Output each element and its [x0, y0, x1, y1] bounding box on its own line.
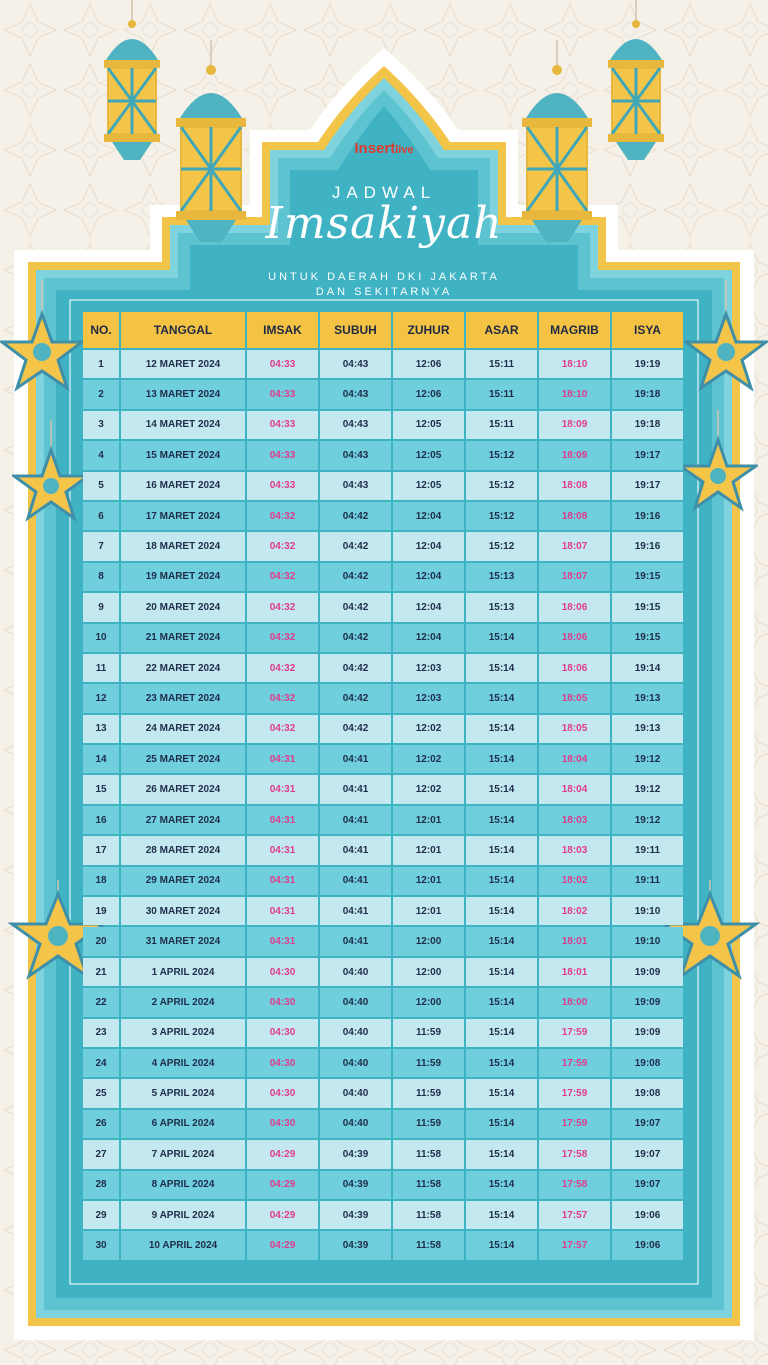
cell-no: 29: [83, 1201, 119, 1229]
cell-magrib: 18:09: [539, 411, 610, 439]
cell-tanggal: 4 APRIL 2024: [121, 1049, 245, 1077]
table-row: [83, 441, 683, 469]
cell-isya: 19:11: [612, 836, 683, 864]
cell-asar: 15:14: [466, 745, 537, 773]
logo-text: Insert: [354, 140, 396, 157]
cell-no: 9: [83, 593, 119, 621]
cell-magrib: 18:05: [539, 715, 610, 743]
cell-subuh: 04:39: [320, 1171, 391, 1199]
table-row: [83, 350, 683, 378]
cell-no: 22: [83, 988, 119, 1016]
cell-subuh: 04:42: [320, 563, 391, 591]
cell-asar: 15:13: [466, 593, 537, 621]
cell-zuhur: 12:01: [393, 836, 464, 864]
cell-magrib: 18:04: [539, 775, 610, 803]
cell-isya: 19:10: [612, 927, 683, 955]
cell-imsak: 04:33: [247, 441, 318, 469]
schedule-table: [81, 310, 685, 1262]
cell-zuhur: 12:06: [393, 350, 464, 378]
cell-asar: 15:14: [466, 775, 537, 803]
cell-tanggal: 2 APRIL 2024: [121, 988, 245, 1016]
cell-isya: 19:12: [612, 806, 683, 834]
table-row: [83, 897, 683, 925]
table-row: [83, 1201, 683, 1229]
cell-subuh: 04:40: [320, 1049, 391, 1077]
cell-zuhur: 12:04: [393, 502, 464, 530]
cell-isya: 19:09: [612, 958, 683, 986]
cell-asar: 15:12: [466, 532, 537, 560]
cell-asar: 15:14: [466, 654, 537, 682]
table-row: [83, 472, 683, 500]
brand-logo: [0, 140, 768, 157]
cell-zuhur: 12:05: [393, 441, 464, 469]
cell-no: 28: [83, 1171, 119, 1199]
page-title: Imsakiyah: [265, 198, 503, 249]
cell-zuhur: 12:01: [393, 897, 464, 925]
cell-subuh: 04:41: [320, 836, 391, 864]
cell-tanggal: 28 MARET 2024: [121, 836, 245, 864]
cell-no: 6: [83, 502, 119, 530]
star-ornament-icon: [12, 420, 90, 530]
cell-magrib: 17:59: [539, 1110, 610, 1138]
header-col-subuh: SUBUH: [320, 312, 391, 348]
star-ornament-icon: [678, 410, 758, 520]
subtitle-line-1: UNTUK DAERAH DKI JAKARTA: [268, 271, 500, 283]
cell-no: 2: [83, 380, 119, 408]
cell-tanggal: 7 APRIL 2024: [121, 1140, 245, 1168]
table-row: [83, 836, 683, 864]
cell-magrib: 18:00: [539, 988, 610, 1016]
cell-imsak: 04:33: [247, 411, 318, 439]
cell-magrib: 17:59: [539, 1079, 610, 1107]
cell-tanggal: 31 MARET 2024: [121, 927, 245, 955]
table-row: [83, 745, 683, 773]
table-row: [83, 958, 683, 986]
cell-magrib: 18:04: [539, 745, 610, 773]
cell-isya: 19:14: [612, 654, 683, 682]
header-col-magrib: MAGRIB: [539, 312, 610, 348]
cell-zuhur: 11:58: [393, 1231, 464, 1259]
table-row: [83, 1049, 683, 1077]
cell-no: 25: [83, 1079, 119, 1107]
cell-no: 18: [83, 867, 119, 895]
cell-asar: 15:14: [466, 624, 537, 652]
cell-zuhur: 12:02: [393, 745, 464, 773]
cell-asar: 15:14: [466, 897, 537, 925]
cell-isya: 19:13: [612, 715, 683, 743]
cell-isya: 19:07: [612, 1171, 683, 1199]
table-row: [83, 1019, 683, 1047]
header-col-tanggal: TANGGAL: [121, 312, 245, 348]
table-row: [83, 988, 683, 1016]
cell-subuh: 04:39: [320, 1231, 391, 1259]
cell-subuh: 04:40: [320, 1079, 391, 1107]
cell-asar: 15:14: [466, 867, 537, 895]
cell-magrib: 18:03: [539, 836, 610, 864]
cell-subuh: 04:42: [320, 532, 391, 560]
cell-magrib: 17:58: [539, 1171, 610, 1199]
cell-isya: 19:19: [612, 350, 683, 378]
page-subtitle: [0, 270, 768, 300]
cell-asar: 15:11: [466, 350, 537, 378]
cell-no: 1: [83, 350, 119, 378]
cell-subuh: 04:41: [320, 927, 391, 955]
cell-isya: 19:18: [612, 380, 683, 408]
cell-imsak: 04:32: [247, 532, 318, 560]
cell-subuh: 04:41: [320, 867, 391, 895]
cell-imsak: 04:30: [247, 958, 318, 986]
cell-isya: 19:12: [612, 775, 683, 803]
cell-imsak: 04:31: [247, 897, 318, 925]
cell-zuhur: 11:59: [393, 1110, 464, 1138]
cell-tanggal: 20 MARET 2024: [121, 593, 245, 621]
cell-imsak: 04:31: [247, 806, 318, 834]
cell-asar: 15:11: [466, 380, 537, 408]
cell-tanggal: 18 MARET 2024: [121, 532, 245, 560]
table-row: [83, 532, 683, 560]
cell-isya: 19:06: [612, 1201, 683, 1229]
cell-imsak: 04:31: [247, 927, 318, 955]
table-row: [83, 927, 683, 955]
cell-no: 5: [83, 472, 119, 500]
table-row: [83, 1140, 683, 1168]
cell-zuhur: 11:59: [393, 1019, 464, 1047]
subtitle-line-2: DAN SEKITARNYA: [315, 286, 453, 298]
cell-magrib: 17:57: [539, 1201, 610, 1229]
cell-asar: 15:14: [466, 1231, 537, 1259]
cell-subuh: 04:41: [320, 775, 391, 803]
cell-tanggal: 12 MARET 2024: [121, 350, 245, 378]
cell-asar: 15:12: [466, 502, 537, 530]
cell-no: 24: [83, 1049, 119, 1077]
cell-isya: 19:13: [612, 684, 683, 712]
cell-tanggal: 24 MARET 2024: [121, 715, 245, 743]
cell-magrib: 18:06: [539, 593, 610, 621]
cell-asar: 15:14: [466, 1049, 537, 1077]
cell-asar: 15:14: [466, 1019, 537, 1047]
cell-asar: 15:11: [466, 411, 537, 439]
cell-imsak: 04:31: [247, 775, 318, 803]
cell-tanggal: 5 APRIL 2024: [121, 1079, 245, 1107]
cell-no: 21: [83, 958, 119, 986]
cell-tanggal: 16 MARET 2024: [121, 472, 245, 500]
cell-no: 16: [83, 806, 119, 834]
cell-no: 15: [83, 775, 119, 803]
cell-asar: 15:14: [466, 1110, 537, 1138]
cell-no: 12: [83, 684, 119, 712]
cell-magrib: 18:06: [539, 624, 610, 652]
cell-asar: 15:14: [466, 806, 537, 834]
cell-tanggal: 15 MARET 2024: [121, 441, 245, 469]
table-row: [83, 867, 683, 895]
cell-imsak: 04:29: [247, 1140, 318, 1168]
cell-zuhur: 12:03: [393, 654, 464, 682]
cell-no: 27: [83, 1140, 119, 1168]
cell-magrib: 17:59: [539, 1049, 610, 1077]
cell-zuhur: 11:58: [393, 1171, 464, 1199]
cell-zuhur: 12:01: [393, 867, 464, 895]
table-row: [83, 380, 683, 408]
table-row: [83, 563, 683, 591]
cell-zuhur: 11:58: [393, 1201, 464, 1229]
table-row: [83, 1079, 683, 1107]
cell-imsak: 04:30: [247, 1079, 318, 1107]
cell-tanggal: 23 MARET 2024: [121, 684, 245, 712]
cell-subuh: 04:42: [320, 654, 391, 682]
cell-imsak: 04:29: [247, 1171, 318, 1199]
cell-isya: 19:17: [612, 441, 683, 469]
cell-no: 13: [83, 715, 119, 743]
cell-tanggal: 21 MARET 2024: [121, 624, 245, 652]
cell-zuhur: 11:58: [393, 1140, 464, 1168]
cell-asar: 15:14: [466, 927, 537, 955]
header-col-no: NO.: [83, 312, 119, 348]
cell-zuhur: 12:01: [393, 806, 464, 834]
cell-subuh: 04:41: [320, 806, 391, 834]
cell-magrib: 18:06: [539, 654, 610, 682]
cell-tanggal: 1 APRIL 2024: [121, 958, 245, 986]
cell-imsak: 04:29: [247, 1201, 318, 1229]
cell-magrib: 18:05: [539, 684, 610, 712]
cell-no: 26: [83, 1110, 119, 1138]
page-title-small: JADWAL: [331, 183, 437, 202]
cell-zuhur: 12:04: [393, 593, 464, 621]
cell-subuh: 04:43: [320, 380, 391, 408]
cell-imsak: 04:30: [247, 988, 318, 1016]
cell-isya: 19:15: [612, 624, 683, 652]
cell-isya: 19:18: [612, 411, 683, 439]
cell-imsak: 04:30: [247, 1019, 318, 1047]
cell-zuhur: 12:04: [393, 532, 464, 560]
cell-zuhur: 12:00: [393, 988, 464, 1016]
cell-imsak: 04:29: [247, 1231, 318, 1259]
cell-isya: 19:15: [612, 563, 683, 591]
cell-subuh: 04:39: [320, 1201, 391, 1229]
cell-zuhur: 12:05: [393, 411, 464, 439]
cell-magrib: 18:08: [539, 502, 610, 530]
table-row: [83, 1110, 683, 1138]
cell-tanggal: 9 APRIL 2024: [121, 1201, 245, 1229]
cell-imsak: 04:31: [247, 836, 318, 864]
cell-isya: 19:15: [612, 593, 683, 621]
cell-subuh: 04:43: [320, 472, 391, 500]
cell-isya: 19:16: [612, 532, 683, 560]
cell-no: 8: [83, 563, 119, 591]
cell-subuh: 04:40: [320, 1019, 391, 1047]
cell-tanggal: 25 MARET 2024: [121, 745, 245, 773]
cell-magrib: 17:59: [539, 1019, 610, 1047]
table-row: [83, 624, 683, 652]
cell-zuhur: 12:04: [393, 563, 464, 591]
cell-asar: 15:14: [466, 684, 537, 712]
cell-no: 19: [83, 897, 119, 925]
cell-tanggal: 27 MARET 2024: [121, 806, 245, 834]
cell-magrib: 17:57: [539, 1231, 610, 1259]
cell-imsak: 04:32: [247, 684, 318, 712]
cell-no: 30: [83, 1231, 119, 1259]
cell-imsak: 04:33: [247, 472, 318, 500]
cell-imsak: 04:30: [247, 1110, 318, 1138]
cell-asar: 15:14: [466, 1171, 537, 1199]
cell-zuhur: 12:03: [393, 684, 464, 712]
cell-isya: 19:09: [612, 1019, 683, 1047]
cell-magrib: 18:10: [539, 350, 610, 378]
cell-asar: 15:12: [466, 441, 537, 469]
cell-magrib: 18:02: [539, 867, 610, 895]
header-col-isya: ISYA: [612, 312, 683, 348]
cell-tanggal: 8 APRIL 2024: [121, 1171, 245, 1199]
table-row: [83, 775, 683, 803]
cell-no: 10: [83, 624, 119, 652]
cell-subuh: 04:41: [320, 745, 391, 773]
cell-zuhur: 11:59: [393, 1079, 464, 1107]
cell-magrib: 18:08: [539, 472, 610, 500]
table-body: [83, 350, 683, 1260]
cell-asar: 15:13: [466, 563, 537, 591]
table-row: [83, 411, 683, 439]
cell-imsak: 04:33: [247, 350, 318, 378]
cell-tanggal: 30 MARET 2024: [121, 897, 245, 925]
cell-tanggal: 10 APRIL 2024: [121, 1231, 245, 1259]
cell-magrib: 18:07: [539, 563, 610, 591]
cell-asar: 15:14: [466, 715, 537, 743]
cell-asar: 15:14: [466, 1140, 537, 1168]
cell-subuh: 04:42: [320, 502, 391, 530]
table-row: [83, 806, 683, 834]
cell-no: 11: [83, 654, 119, 682]
table-row: [83, 1231, 683, 1259]
cell-isya: 19:10: [612, 897, 683, 925]
cell-asar: 15:14: [466, 958, 537, 986]
cell-no: 23: [83, 1019, 119, 1047]
cell-no: 14: [83, 745, 119, 773]
header-col-imsak: IMSAK: [247, 312, 318, 348]
cell-subuh: 04:42: [320, 715, 391, 743]
cell-asar: 15:14: [466, 1079, 537, 1107]
table-row: [83, 1171, 683, 1199]
cell-isya: 19:09: [612, 988, 683, 1016]
cell-zuhur: 11:59: [393, 1049, 464, 1077]
cell-subuh: 04:42: [320, 593, 391, 621]
cell-tanggal: 13 MARET 2024: [121, 380, 245, 408]
cell-imsak: 04:32: [247, 654, 318, 682]
cell-imsak: 04:30: [247, 1049, 318, 1077]
cell-magrib: 18:02: [539, 897, 610, 925]
table-row: [83, 715, 683, 743]
cell-zuhur: 12:05: [393, 472, 464, 500]
cell-tanggal: 6 APRIL 2024: [121, 1110, 245, 1138]
cell-tanggal: 22 MARET 2024: [121, 654, 245, 682]
cell-isya: 19:17: [612, 472, 683, 500]
cell-imsak: 04:32: [247, 715, 318, 743]
cell-zuhur: 12:04: [393, 624, 464, 652]
table-header-row: [83, 312, 683, 348]
cell-imsak: 04:31: [247, 745, 318, 773]
cell-magrib: 18:10: [539, 380, 610, 408]
cell-zuhur: 12:02: [393, 775, 464, 803]
cell-subuh: 04:43: [320, 411, 391, 439]
cell-no: 20: [83, 927, 119, 955]
cell-subuh: 04:40: [320, 1110, 391, 1138]
header-col-asar: ASAR: [466, 312, 537, 348]
cell-imsak: 04:32: [247, 502, 318, 530]
cell-isya: 19:12: [612, 745, 683, 773]
cell-subuh: 04:42: [320, 684, 391, 712]
cell-isya: 19:08: [612, 1079, 683, 1107]
cell-zuhur: 12:02: [393, 715, 464, 743]
logo-subtext: live: [395, 144, 414, 156]
cell-asar: 15:14: [466, 988, 537, 1016]
cell-imsak: 04:32: [247, 624, 318, 652]
cell-no: 7: [83, 532, 119, 560]
cell-magrib: 18:07: [539, 532, 610, 560]
cell-zuhur: 12:06: [393, 380, 464, 408]
cell-subuh: 04:40: [320, 958, 391, 986]
cell-asar: 15:12: [466, 472, 537, 500]
cell-tanggal: 19 MARET 2024: [121, 563, 245, 591]
cell-subuh: 04:41: [320, 897, 391, 925]
cell-subuh: 04:40: [320, 988, 391, 1016]
cell-magrib: 18:09: [539, 441, 610, 469]
cell-tanggal: 29 MARET 2024: [121, 867, 245, 895]
cell-imsak: 04:32: [247, 593, 318, 621]
cell-no: 3: [83, 411, 119, 439]
cell-imsak: 04:31: [247, 867, 318, 895]
cell-magrib: 18:01: [539, 927, 610, 955]
cell-isya: 19:07: [612, 1140, 683, 1168]
cell-isya: 19:16: [612, 502, 683, 530]
cell-zuhur: 12:00: [393, 927, 464, 955]
cell-isya: 19:11: [612, 867, 683, 895]
cell-asar: 15:14: [466, 1201, 537, 1229]
cell-subuh: 04:43: [320, 350, 391, 378]
header-col-zuhur: ZUHUR: [393, 312, 464, 348]
cell-asar: 15:14: [466, 836, 537, 864]
table-row: [83, 684, 683, 712]
cell-tanggal: 3 APRIL 2024: [121, 1019, 245, 1047]
cell-imsak: 04:33: [247, 380, 318, 408]
cell-no: 4: [83, 441, 119, 469]
cell-subuh: 04:39: [320, 1140, 391, 1168]
cell-magrib: 18:01: [539, 958, 610, 986]
cell-no: 17: [83, 836, 119, 864]
cell-imsak: 04:32: [247, 563, 318, 591]
cell-magrib: 18:03: [539, 806, 610, 834]
cell-tanggal: 14 MARET 2024: [121, 411, 245, 439]
cell-zuhur: 12:00: [393, 958, 464, 986]
cell-tanggal: 26 MARET 2024: [121, 775, 245, 803]
table-row: [83, 593, 683, 621]
cell-subuh: 04:42: [320, 624, 391, 652]
cell-subuh: 04:43: [320, 441, 391, 469]
cell-isya: 19:07: [612, 1110, 683, 1138]
cell-isya: 19:08: [612, 1049, 683, 1077]
cell-magrib: 17:58: [539, 1140, 610, 1168]
cell-isya: 19:06: [612, 1231, 683, 1259]
table-row: [83, 654, 683, 682]
cell-tanggal: 17 MARET 2024: [121, 502, 245, 530]
table-row: [83, 502, 683, 530]
